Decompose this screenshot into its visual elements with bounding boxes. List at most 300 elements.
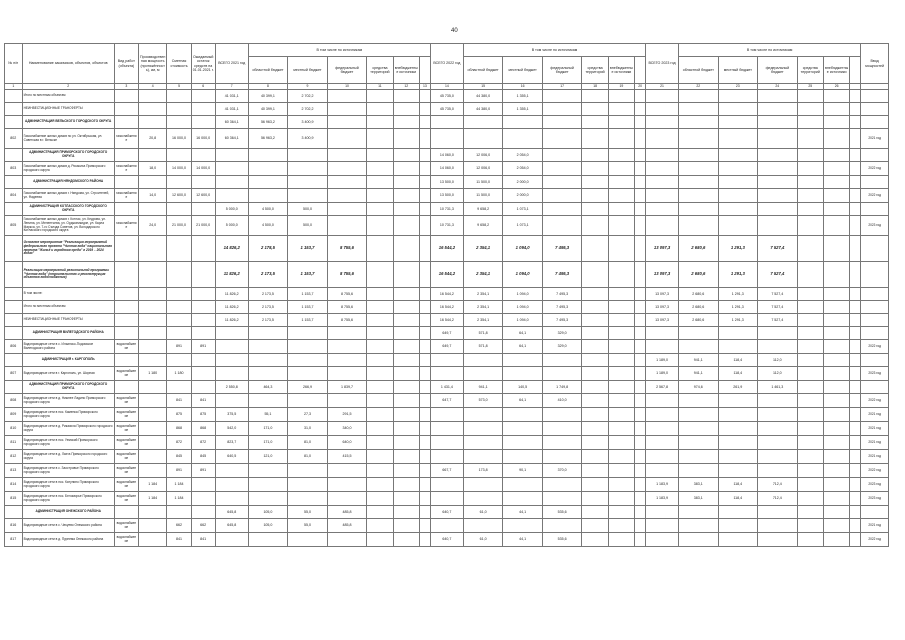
table-row — [5, 436, 889, 450]
value-col-12 — [393, 103, 419, 116]
value-col-17 — [582, 340, 608, 354]
estimate — [167, 327, 191, 340]
capacity — [138, 340, 167, 354]
cell — [419, 408, 430, 422]
object-name: Газоснабжение жилых домов г. Котлас, ул. Кедрова, ул. Ленина, ул. Мелентьева, ул. Орджоникидзе, ул. Карла Маркса, ул. 7-го Съезда Советов, ул. Володарского Котласского городского округа — [22, 216, 114, 236]
value-col-9 — [288, 149, 328, 162]
estimate — [167, 236, 191, 262]
value-col-10 — [327, 354, 367, 367]
value-col-13 — [430, 436, 463, 450]
value-col-15: 44,1 — [503, 506, 543, 519]
balance: 14 000,0 — [191, 162, 215, 176]
value-col-20 — [679, 533, 719, 547]
value-col-15 — [503, 492, 543, 506]
value-col-24 — [823, 422, 849, 436]
work-kind: водоснабжение — [114, 519, 138, 533]
value-col-19 — [646, 216, 679, 236]
value-col-14: 571,8 — [463, 340, 503, 354]
value-col-22 — [758, 116, 798, 129]
header-n: № п/п — [5, 44, 23, 84]
column-index: 26 — [823, 84, 849, 90]
value-col-9 — [288, 162, 328, 176]
work-kind: водоснабжение — [114, 464, 138, 478]
value-col-22 — [758, 533, 798, 547]
balance — [191, 103, 215, 116]
cell — [635, 189, 646, 203]
value-col-19: 13 097,3 — [646, 301, 679, 314]
value-col-8: 40 399,1 — [248, 103, 288, 116]
balance: 21 000,0 — [191, 216, 215, 236]
commissioning-year — [861, 314, 889, 327]
value-col-15: 90,1 — [503, 464, 543, 478]
row-number — [5, 203, 23, 216]
value-col-19 — [646, 519, 679, 533]
value-col-17 — [582, 450, 608, 464]
value-col-9: 3 400,9 — [288, 129, 328, 149]
value-col-13: 16 544,2 — [430, 301, 463, 314]
value-col-17 — [582, 301, 608, 314]
cell — [635, 314, 646, 327]
value-col-8 — [248, 354, 288, 367]
value-col-20 — [679, 506, 719, 519]
value-col-16: 535,6 — [542, 506, 582, 519]
value-col-13 — [430, 450, 463, 464]
total-row — [5, 103, 889, 116]
balance — [191, 236, 215, 262]
value-col-7 — [215, 327, 248, 340]
cell — [635, 327, 646, 340]
value-col-16: 7 495,3 — [542, 236, 582, 262]
value-col-13 — [430, 519, 463, 533]
value-col-14: 11 500,0 — [463, 189, 503, 203]
header-source: средства территорий — [582, 57, 608, 84]
table-row — [5, 408, 889, 422]
value-col-23 — [797, 519, 823, 533]
section-row — [5, 149, 889, 162]
balance: 845 — [191, 450, 215, 464]
value-col-11 — [367, 506, 393, 519]
cell — [419, 533, 430, 547]
estimate: 872 — [167, 436, 191, 450]
value-col-9 — [288, 327, 328, 340]
header-source: областной бюджет — [248, 57, 288, 84]
cell — [850, 176, 861, 189]
cell — [419, 90, 430, 103]
value-col-11 — [367, 90, 393, 103]
value-col-12 — [393, 381, 419, 394]
value-col-9: 500,0 — [288, 216, 328, 236]
object-name: АДМИНИСТРАЦИЯ КОТЛАССКОГО ГОРОДСКОГO ОКРУГА — [22, 203, 114, 216]
value-col-8: 4 500,0 — [248, 216, 288, 236]
table-row — [5, 450, 889, 464]
value-col-22 — [758, 394, 798, 408]
estimate: 841 — [167, 533, 191, 547]
value-col-10 — [327, 216, 367, 236]
cell — [850, 464, 861, 478]
table-row — [5, 367, 889, 381]
commissioning-year: 2022 год — [861, 533, 889, 547]
value-col-12 — [393, 519, 419, 533]
column-index: 12 — [393, 84, 419, 90]
value-col-23 — [797, 236, 823, 262]
value-col-14 — [463, 129, 503, 149]
estimate — [167, 301, 191, 314]
value-col-19: 13 097,3 — [646, 236, 679, 262]
value-col-15 — [503, 129, 543, 149]
value-col-7: 41 031,1 — [215, 103, 248, 116]
value-col-15: 64,1 — [503, 394, 543, 408]
object-name: АДМИНИСТРАЦИЯ г. КАРГОПОЛЬ — [22, 354, 114, 367]
column-index: 10 — [327, 84, 367, 90]
value-col-23 — [797, 464, 823, 478]
value-col-18 — [608, 354, 634, 367]
page-number: 40 — [451, 28, 458, 34]
value-col-8 — [248, 149, 288, 162]
cell — [419, 203, 430, 216]
value-col-24 — [823, 340, 849, 354]
value-col-19 — [646, 162, 679, 176]
cell — [419, 129, 430, 149]
value-col-17 — [582, 506, 608, 519]
value-col-24 — [823, 301, 849, 314]
value-col-18 — [608, 422, 634, 436]
value-col-18 — [608, 408, 634, 422]
value-col-22 — [758, 436, 798, 450]
header-t2021: ВСЕГО 2021 год — [215, 44, 248, 84]
value-col-22 — [758, 129, 798, 149]
row-number: 817 — [5, 533, 23, 547]
value-col-8: 464,3 — [248, 381, 288, 394]
value-col-13 — [430, 367, 463, 381]
value-col-22 — [758, 340, 798, 354]
investment-table — [4, 43, 889, 547]
value-col-7 — [215, 340, 248, 354]
work-kind — [114, 149, 138, 162]
object-name: НЕИНВЕСТИЦИОННЫЕ ТРАНСФЕРТЫ — [22, 103, 114, 116]
value-col-21: 118,4 — [718, 478, 758, 492]
cell — [850, 116, 861, 129]
column-index: 4 — [138, 84, 167, 90]
value-col-16: 7 495,3 — [542, 288, 582, 301]
work-kind: водоснабжение — [114, 367, 138, 381]
value-col-10 — [327, 176, 367, 189]
value-col-13 — [430, 129, 463, 149]
value-col-8 — [248, 340, 288, 354]
row-number — [5, 288, 23, 301]
work-kind — [114, 288, 138, 301]
cell — [635, 288, 646, 301]
value-col-8 — [248, 367, 288, 381]
header-balance: Ожидаемый остаток средств на 01.01.2021 г. — [191, 44, 215, 84]
value-col-17 — [582, 162, 608, 176]
value-col-15: 2 054,0 — [503, 162, 543, 176]
cell — [635, 216, 646, 236]
cell — [850, 340, 861, 354]
value-col-23 — [797, 301, 823, 314]
object-name: Водопроводные сети в пос. Уемский Приморского городского округа — [22, 436, 114, 450]
section-row — [5, 327, 889, 340]
section-row — [5, 176, 889, 189]
cell — [850, 354, 861, 367]
balance: 891 — [191, 340, 215, 354]
value-col-23 — [797, 176, 823, 189]
value-col-15: 64,1 — [503, 327, 543, 340]
estimate — [167, 288, 191, 301]
table-row — [5, 216, 889, 236]
work-kind — [114, 203, 138, 216]
table-row — [5, 492, 889, 506]
value-col-23 — [797, 288, 823, 301]
value-col-12 — [393, 116, 419, 129]
cell — [850, 506, 861, 519]
value-col-16 — [542, 478, 582, 492]
cell — [419, 262, 430, 288]
value-col-14: 12 006,0 — [463, 162, 503, 176]
value-col-13 — [430, 422, 463, 436]
value-col-21: 118,4 — [718, 367, 758, 381]
estimate — [167, 176, 191, 189]
value-col-24 — [823, 381, 849, 394]
value-col-24 — [823, 288, 849, 301]
value-col-10: 485,8 — [327, 519, 367, 533]
value-col-10 — [327, 492, 367, 506]
balance — [191, 492, 215, 506]
value-col-7 — [215, 478, 248, 492]
commissioning-year: 2021 год — [861, 408, 889, 422]
commissioning-year: 2023 год — [861, 478, 889, 492]
total-row — [5, 288, 889, 301]
value-col-16 — [542, 422, 582, 436]
capacity — [138, 422, 167, 436]
value-col-23 — [797, 129, 823, 149]
value-col-13: 14 060,0 — [430, 149, 463, 162]
value-col-16 — [542, 203, 582, 216]
value-col-16 — [542, 492, 582, 506]
commissioning-year: 2023 год — [861, 492, 889, 506]
value-col-11 — [367, 149, 393, 162]
table-row — [5, 464, 889, 478]
value-col-15: 64,1 — [503, 340, 543, 354]
cell — [635, 464, 646, 478]
value-col-7: 11 826,2 — [215, 288, 248, 301]
value-col-22: 7 527,4 — [758, 236, 798, 262]
value-col-8: 2 173,5 — [248, 288, 288, 301]
value-col-19 — [646, 327, 679, 340]
header-source: внебюджетные источники — [393, 57, 419, 84]
work-kind: газоснабжение — [114, 162, 138, 176]
cell — [419, 492, 430, 506]
value-col-14: 9 658,2 — [463, 216, 503, 236]
value-col-19 — [646, 90, 679, 103]
value-col-21 — [718, 327, 758, 340]
column-index: 15 — [463, 84, 503, 90]
value-col-17 — [582, 236, 608, 262]
value-col-20 — [679, 162, 719, 176]
row-number — [5, 90, 23, 103]
value-col-11 — [367, 176, 393, 189]
capacity: 18,0 — [138, 162, 167, 176]
row-number: 805 — [5, 216, 23, 236]
value-col-10 — [327, 203, 367, 216]
value-col-13: 16 544,2 — [430, 288, 463, 301]
value-col-24 — [823, 492, 849, 506]
estimate: 845 — [167, 450, 191, 464]
value-col-16: 7 495,3 — [542, 262, 582, 288]
header-g2023: В том числе по источникам — [679, 44, 861, 57]
value-col-17 — [582, 129, 608, 149]
cell — [850, 381, 861, 394]
value-col-24 — [823, 116, 849, 129]
value-col-8: 40 399,1 — [248, 90, 288, 103]
commissioning-year — [861, 301, 889, 314]
value-col-19: 1 183,9 — [646, 492, 679, 506]
header-g2022: В том числе по источникам — [463, 44, 645, 57]
value-col-23 — [797, 381, 823, 394]
value-col-10: 8 755,6 — [327, 236, 367, 262]
cell — [635, 367, 646, 381]
cell — [850, 103, 861, 116]
value-col-13: 1 431,4 — [430, 381, 463, 394]
value-col-21 — [718, 450, 758, 464]
value-col-7 — [215, 162, 248, 176]
value-col-16 — [542, 519, 582, 533]
value-col-22 — [758, 149, 798, 162]
value-col-15 — [503, 422, 543, 436]
value-col-8 — [248, 394, 288, 408]
value-col-22 — [758, 203, 798, 216]
header-source: федеральный бюджет — [327, 57, 367, 84]
value-col-23 — [797, 354, 823, 367]
value-col-15: 2 000,0 — [503, 189, 543, 203]
work-kind — [114, 103, 138, 116]
value-col-14 — [463, 422, 503, 436]
value-col-14 — [463, 116, 503, 129]
commissioning-year: 2021 год — [861, 422, 889, 436]
cell — [635, 203, 646, 216]
value-col-9: 1 153,7 — [288, 301, 328, 314]
value-col-15: 1 355,1 — [503, 103, 543, 116]
capacity: 1 180 — [138, 367, 167, 381]
value-col-13: 10 731,3 — [430, 216, 463, 236]
value-col-14: 2 354,1 — [463, 301, 503, 314]
value-col-19: 1 189,0 — [646, 367, 679, 381]
value-col-24 — [823, 394, 849, 408]
value-col-20: 2 680,6 — [679, 236, 719, 262]
value-col-12 — [393, 203, 419, 216]
value-col-18 — [608, 129, 634, 149]
header-kind: Вид работ (объекта) — [114, 44, 138, 84]
balance — [191, 327, 215, 340]
balance — [191, 381, 215, 394]
cell — [635, 340, 646, 354]
capacity — [138, 381, 167, 394]
value-col-15: 1 094,0 — [503, 288, 543, 301]
value-col-22: 712,4 — [758, 492, 798, 506]
header-year: Ввод мощностей — [861, 44, 889, 84]
column-index: 13 — [419, 84, 430, 90]
cell — [850, 422, 861, 436]
cell — [850, 450, 861, 464]
cell — [635, 301, 646, 314]
value-col-23 — [797, 450, 823, 464]
object-name: Итого по местным объектам — [22, 301, 114, 314]
commissioning-year: 2021 год — [861, 519, 889, 533]
object-name: АДМИНИСТРАЦИЯ ВЕЛЬСКОГО ГОРОДСКОГО ОКРУГА — [22, 116, 114, 129]
section-row — [5, 381, 889, 394]
value-col-16 — [542, 408, 582, 422]
value-col-13: 16 544,2 — [430, 262, 463, 288]
value-col-12 — [393, 367, 419, 381]
commissioning-year: 2022 год — [861, 162, 889, 176]
value-col-7 — [215, 367, 248, 381]
value-col-11 — [367, 354, 393, 367]
cell — [850, 301, 861, 314]
commissioning-year — [861, 506, 889, 519]
row-number: 810 — [5, 422, 23, 436]
cell — [635, 103, 646, 116]
value-col-10: 8 755,6 — [327, 301, 367, 314]
column-index: 19 — [608, 84, 634, 90]
estimate: 12 600,0 — [167, 189, 191, 203]
value-col-11 — [367, 129, 393, 149]
value-col-24 — [823, 162, 849, 176]
value-col-15 — [503, 408, 543, 422]
value-col-18 — [608, 381, 634, 394]
value-col-17 — [582, 314, 608, 327]
work-kind — [114, 301, 138, 314]
commissioning-year — [861, 354, 889, 367]
value-col-23 — [797, 103, 823, 116]
column-index: 11 — [367, 84, 393, 90]
value-col-8: 2 173,5 — [248, 314, 288, 327]
value-col-7 — [215, 533, 248, 547]
value-col-11 — [367, 116, 393, 129]
capacity — [138, 301, 167, 314]
cell — [419, 367, 430, 381]
value-col-18 — [608, 216, 634, 236]
work-kind — [114, 327, 138, 340]
row-number — [5, 236, 23, 262]
cell — [850, 203, 861, 216]
value-col-8 — [248, 464, 288, 478]
value-col-11 — [367, 288, 393, 301]
work-kind: водоснабжение — [114, 492, 138, 506]
work-kind: водоснабжение — [114, 533, 138, 547]
value-col-8: 105,0 — [248, 519, 288, 533]
cell — [635, 236, 646, 262]
value-col-19 — [646, 408, 679, 422]
value-col-15: 1 094,0 — [503, 314, 543, 327]
value-col-17 — [582, 203, 608, 216]
value-col-8 — [248, 162, 288, 176]
row-number: 802 — [5, 129, 23, 149]
value-col-20: 974,6 — [679, 381, 719, 394]
value-col-13: 640,7 — [430, 506, 463, 519]
value-col-20 — [679, 408, 719, 422]
header-source: средства территорий — [797, 57, 823, 84]
capacity — [138, 288, 167, 301]
value-col-15: 1 094,0 — [503, 262, 543, 288]
object-name: Водопроводные сети в с. Ильинско-Подомское Вилегодского района — [22, 340, 114, 354]
value-col-16: 370,0 — [542, 464, 582, 478]
value-col-20 — [679, 327, 719, 340]
value-col-22 — [758, 408, 798, 422]
value-col-14: 941,1 — [463, 381, 503, 394]
value-col-16 — [542, 149, 582, 162]
header-source — [635, 57, 646, 84]
value-col-17 — [582, 464, 608, 478]
value-col-7 — [215, 176, 248, 189]
